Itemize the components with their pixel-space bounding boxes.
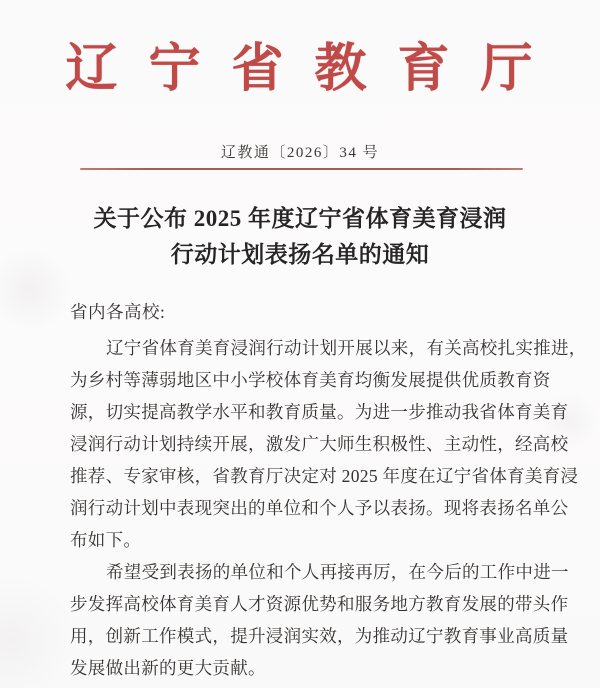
letterhead-divider xyxy=(80,168,523,170)
body-line: 希望受到表扬的单位和个人再接再厉，在今后的工作中进一 xyxy=(106,562,569,582)
paragraph-2 xyxy=(70,556,569,684)
body-line: 步发挥高校体育美育人才资源优势和服务地方教育发展的带头作 xyxy=(70,594,569,614)
body-line: 辽宁省体育美育浸润行动计划开展以来，有关高校扎实推进， xyxy=(106,338,587,358)
salutation: 省内各高校: xyxy=(70,302,166,322)
body-line: 润行动计划中表现突出的单位和个人予以表扬。现将表扬名单公 xyxy=(70,498,569,518)
body-line: 用，创新工作模式，提升浸润实效，为推动辽宁教育事业高质量 xyxy=(70,626,569,646)
body-line: 源，切实提高教学水平和教育质量。为进一步推动我省体育美育 xyxy=(70,402,569,422)
notice-title-line-1: 关于公布 2025 年度辽宁省体育美育浸润 xyxy=(93,206,507,231)
body-line: 发展做出新的更大贡献。 xyxy=(70,658,266,678)
body-line: 推荐、专家审核，省教育厅决定对 2025 年度在辽宁省体育美育浸 xyxy=(70,466,579,486)
agency-letterhead: 辽 宁 省 教 育 厅 xyxy=(65,41,535,98)
paragraph-1 xyxy=(70,332,587,556)
body-line: 浸润行动计划持续开展，激发广大师生积极性、主动性，经高校 xyxy=(70,434,569,454)
body-line: 布如下。 xyxy=(70,530,142,550)
notice-title-line-2: 行动计划表扬名单的通知 xyxy=(170,242,430,267)
notice-title xyxy=(0,201,600,273)
document-number: 辽教通〔2026〕34 号 xyxy=(220,145,380,161)
body-line: 为乡村等薄弱地区中小学校体育美育均衡发展提供优质教育资 xyxy=(70,370,551,390)
notice-body xyxy=(70,332,587,684)
